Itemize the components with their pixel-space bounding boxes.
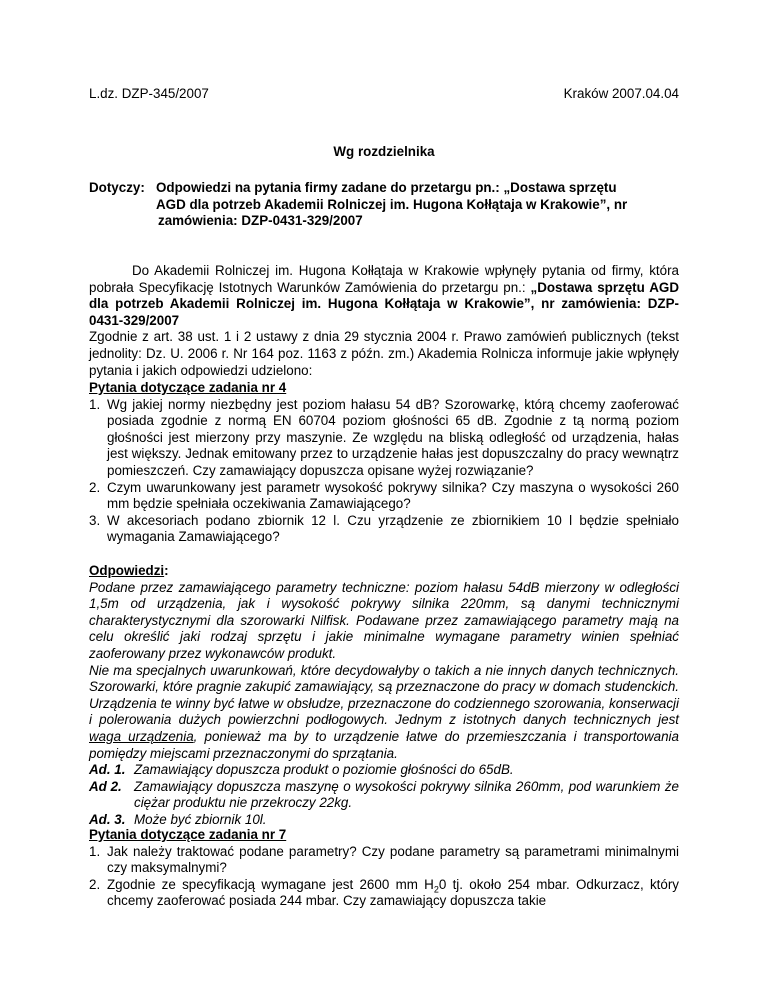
question-text: W akcesoriach podano zbiornik 12 l. Czu yrządzenie ze zbiornikiem 10 l będzie spełniało wymagania Zamawiającego? [107, 512, 679, 545]
answer-paragraph-2-tail: , ponieważ ma by to urządzenie łatwe do przemieszczania i transportowania pomiędzy miejscami przeznaczonymi do sprzątania. [89, 728, 679, 761]
section-4-heading: Pytania dotyczące zadania nr 4 [89, 380, 287, 395]
question-text [107, 877, 679, 910]
section-4-questions [89, 380, 679, 546]
subscript: 2 [433, 884, 439, 895]
list-item [89, 513, 679, 546]
question-number: 2. [89, 479, 101, 495]
reference-number: L.dz. DZP-345/2007 [89, 86, 209, 101]
question-list-4 [89, 397, 679, 546]
answer-item [89, 762, 679, 779]
section-7-questions [89, 827, 679, 910]
weight-emphasis: waga urządzenia [89, 728, 194, 744]
answers-heading-colon: : [164, 563, 169, 578]
answer-text: Może być zbiornik 10l. [134, 811, 267, 827]
question-text-part: Zgodnie ze specyfikacją wymagane jest 2600 mm H [107, 876, 434, 892]
question-text: Wg jakiej normy niezbędny jest poziom hałasu 54 dB? Szorowarkę, którą chcemy zaoferować posiada zgodnie z normą EN 60704 poziom głośności 65 dB. Zgodnie z tą normą poziom głośności jest mierzony przy maszynie. Ze względu na bliską odległość od urządzenia, hałas jest większy. Jednak emitowany przez to urządzenie hałas jest dopuszczalny do pracy wewnątrz pomieszczeń. Czy zamawiający dopuszcza opisane wyżej rozwiązanie? [107, 396, 679, 478]
question-list-7 [89, 844, 679, 910]
question-text: Jak należy traktować podane parametry? Czy podane parametry są parametrami minimalnymi czy maksymalnymi? [107, 843, 679, 876]
question-number: 2. [89, 876, 101, 892]
list-item [89, 844, 679, 877]
list-item [89, 480, 679, 513]
subject-line-2: AGD dla potrzeb Akademii Rolniczej im. Hugona Kołłątaja w Krakowie”, nr [156, 196, 628, 212]
section-4-answers [89, 563, 679, 829]
answer-item [89, 812, 679, 829]
answer-item [89, 779, 679, 812]
question-number: 1. [89, 396, 101, 412]
answer-label: Ad. 3. [89, 811, 126, 827]
intro-legal-basis: Zgodnie z art. 38 ust. 1 i 2 ustawy z dnia 29 stycznia 2004 r. Prawo zamówień publicznych (tekst jednolity: Dz. U. 2006 r. Nr 164 poz. 1163 z późn. zm.) Akademia Rolnicza informuje jakie wpłynęły pytania i jakich odpowiedzi udzielono: [89, 329, 679, 378]
answer-paragraph-2-text: Nie ma specjalnych uwarunkowań, które decydowałyby o takich a nie innych danych technicznych. Szorowarki, które pragnie zakupić zamawiający, są przeznaczone do pracy w domach studenckich. Urządzenia te winny być łatwe w obsłudze, przeznaczone do codziennego szorowania, konserwacji i polerowania dużych powierzchni podłogowych. Jednym z istotnych danych technicznych jest [89, 662, 679, 728]
section-7-heading: Pytania dotyczące zadania nr 7 [89, 827, 287, 842]
subject-line-1: Odpowiedzi na pytania firmy zadane do przetargu pn.: „Dostawa sprzętu [156, 180, 617, 195]
question-text-part: 0 tj. około 254 mbar. Odkurzacz, który chcemy zaoferować posiada 244 mbar. Czy zamawiający dopuszcza takie [107, 876, 679, 909]
answer-label: Ad 2. [89, 778, 122, 794]
subject-block [89, 180, 679, 230]
list-item [89, 877, 679, 910]
answers-heading [89, 563, 679, 580]
answer-text: Zamawiający dopuszcza maszynę o wysokości pokrywy silnika 260mm, pod warunkiem że ciężar produktu nie przekroczy 22kg. [134, 778, 679, 811]
answer-paragraph-2 [89, 663, 679, 763]
subject-label: Dotyczy: [89, 180, 145, 195]
intro-paragraph [89, 263, 679, 379]
recipient-line: Wg rozdzielnika [333, 144, 435, 159]
intro-tender-name: „Dostawa sprzętu AGD dla potrzeb Akademii Rolniczej im. Hugona Kołłątaja w Krakowie”, nr zamówienia: DZP-0431-329/2007 [89, 279, 679, 328]
answer-paragraph-1: Podane przez zamawiającego parametry techniczne: poziom hałasu 54dB mierzony w odległości 1,5m od urządzenia, jak i wysokość pokrywy silnika 220mm, są danymi technicznymi charakterystycznymi dla szorowarki Nilfisk. Podawane przez zamawiającego parametry mają na celu określić jaki rodzaj sprzętu i jakie minimalne wymagane parametry winien spełniać zaoferowany przez wykonawców produkt. [89, 579, 679, 661]
list-item [89, 397, 679, 480]
intro-text: Do Akademii Rolniczej im. Hugona Kołłątaja w Krakowie wpłynęły pytania od firmy, która pobrała Specyfikację Istotnych Warunków Zamówienia do przetargu pn.: [89, 263, 679, 295]
answer-text: Zamawiający dopuszcza produkt o poziomie głośności do 65dB. [134, 762, 514, 778]
question-number: 1. [89, 843, 101, 859]
letter-date: Kraków 2007.04.04 [563, 86, 679, 101]
answer-label: Ad. 1. [89, 762, 126, 778]
question-text: Czym uwarunkowany jest parametr wysokość pokrywy silnika? Czy maszyna o wysokości 260 mm będzie spełniała oczekiwania Zamawiającego? [107, 479, 679, 512]
question-number: 3. [89, 512, 101, 528]
answers-heading-text: Odpowiedzi [89, 563, 165, 578]
subject-line-3: zamówienia: DZP-0431-329/2007 [158, 213, 363, 229]
